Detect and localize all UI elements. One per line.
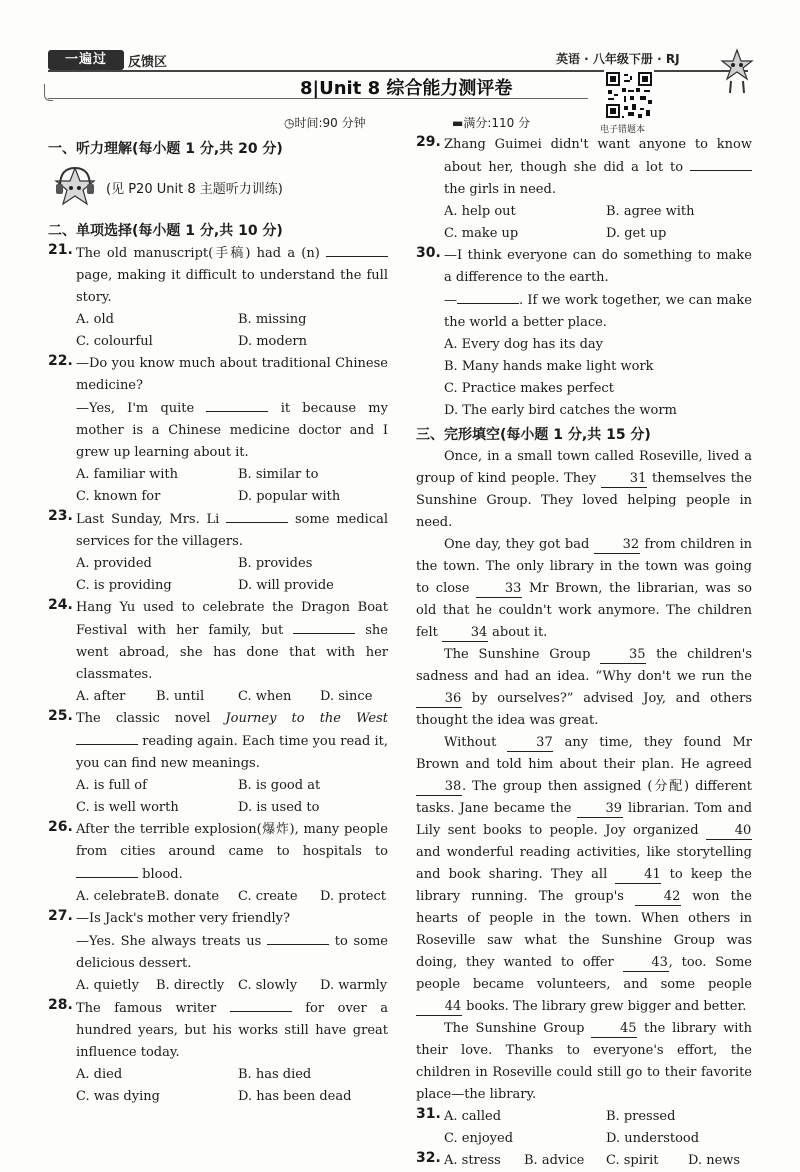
question-number: 29.: [416, 134, 441, 150]
question-22: 22. —Do you know much about traditional Chinese medicine? —Yes, I'm quite it because my mother is a Chinese medicine doctor and I grew up learning about it. A. familiar with B. similar to C. known for D. popular with: [48, 353, 388, 508]
option-b[interactable]: B. until: [156, 689, 205, 704]
cloze-blank-40[interactable]: 40: [706, 823, 752, 840]
option-c[interactable]: C. Practice makes perfect: [444, 381, 614, 396]
cloze-blank-41[interactable]: 41: [615, 867, 661, 884]
answer-blank[interactable]: [206, 397, 268, 412]
option-c[interactable]: C. make up: [444, 226, 519, 241]
cloze-blank-38[interactable]: 38: [416, 779, 462, 796]
page-title: 8|Unit 8 综合能力测评卷: [300, 78, 513, 99]
book-title: Journey to the West: [225, 711, 388, 726]
option-a[interactable]: A. old: [76, 312, 114, 327]
option-b[interactable]: B. advice: [524, 1153, 585, 1168]
answer-blank[interactable]: [230, 997, 292, 1012]
listening-note: [48, 160, 388, 218]
option-b[interactable]: B. missing: [238, 312, 307, 327]
cloze-blank-31[interactable]: 31: [601, 471, 647, 488]
option-d[interactable]: D. has been dead: [238, 1089, 352, 1104]
answer-blank[interactable]: [690, 156, 752, 171]
question-number: 21.: [48, 242, 73, 258]
option-b[interactable]: B. donate: [156, 889, 220, 904]
qr-caption: 电子错题本: [600, 125, 646, 135]
cloze-blank-35[interactable]: 35: [600, 647, 646, 664]
cloze-blank-32[interactable]: 32: [594, 537, 640, 554]
cloze-paragraph-1: Once, in a small town called Roseville, lived a group of kind people. They 31 themselves the Sunshine Group. They loved helping people in need.: [416, 449, 752, 530]
option-c[interactable]: C. colourful: [76, 334, 153, 349]
answer-blank[interactable]: [293, 619, 355, 634]
series-badge: 一遍过: [48, 50, 124, 70]
option-a[interactable]: A. died: [76, 1067, 123, 1082]
option-d[interactable]: D. understood: [606, 1131, 700, 1146]
option-b[interactable]: B. is good at: [238, 778, 321, 793]
option-c[interactable]: C. create: [238, 889, 298, 904]
qr-code-icon[interactable]: [604, 70, 654, 120]
question-number: 30.: [416, 245, 441, 261]
question-29: 29. Zhang Guimei didn't want anyone to know about her, though she did a lot to the girls in need. A. help out B. agree with C. make up D. get up: [416, 134, 752, 245]
option-a[interactable]: A. after: [76, 689, 126, 704]
option-d[interactable]: D. since: [320, 689, 373, 704]
option-d[interactable]: D. The early bird catches the worm: [444, 403, 677, 418]
option-a[interactable]: A. is full of: [76, 778, 147, 793]
option-c[interactable]: C. is well worth: [76, 800, 179, 815]
option-a[interactable]: A. help out: [444, 204, 516, 219]
option-d[interactable]: D. is used to: [238, 800, 320, 815]
cloze-blank-39[interactable]: 39: [577, 801, 623, 818]
option-b[interactable]: B. provides: [238, 556, 313, 571]
option-d[interactable]: D. protect: [320, 889, 387, 904]
option-b[interactable]: B. Many hands make light work: [444, 359, 654, 374]
answer-blank[interactable]: [226, 508, 288, 523]
option-a[interactable]: A. familiar with: [76, 467, 178, 482]
answer-blank[interactable]: [76, 730, 138, 745]
question-number: 25.: [48, 708, 73, 724]
cloze-paragraph-2: One day, they got bad 32 from children in the town. The only library in the town was going to close 33 Mr Brown, the librarian, was so old that he couldn't work anymore. The children felt 34 about it.: [416, 537, 752, 640]
feedback-area-label: 反馈区: [128, 55, 168, 70]
question-number: 27.: [48, 908, 73, 924]
question-number: 28.: [48, 997, 73, 1013]
section-heading-cloze: 三、完形填空(每小题 1 分,共 15 分): [416, 427, 651, 443]
cloze-paragraph-5: The Sunshine Group 45 the library with their love. Thanks to everyone's effort, the children in Roseville could still go to their favorite place—the library.: [416, 1021, 752, 1102]
question-number: 22.: [48, 353, 73, 369]
cloze-blank-42[interactable]: 42: [635, 889, 681, 906]
option-c[interactable]: C. spirit: [606, 1153, 659, 1168]
clock-icon: ◷: [284, 116, 295, 130]
option-b[interactable]: B. pressed: [606, 1109, 676, 1124]
option-b[interactable]: B. has died: [238, 1067, 312, 1082]
question-24: 24. Hang Yu used to celebrate the Dragon Boat Festival with her family, but she went abroad, she has done that with her classmates. A. after B. until C. when D. since: [48, 597, 388, 708]
question-number: 23.: [48, 508, 73, 524]
option-c[interactable]: C. was dying: [76, 1089, 160, 1104]
cloze-blank-33[interactable]: 33: [476, 581, 522, 598]
option-a[interactable]: A. provided: [76, 556, 152, 571]
cloze-blank-44[interactable]: 44: [416, 999, 462, 1016]
left-column: [48, 136, 388, 1108]
option-c[interactable]: C. is providing: [76, 578, 172, 593]
answer-blank[interactable]: [457, 289, 519, 304]
question-21: 21. The old manuscript(手稿) had a (n) page, making it difficult to understand the full story. A. old B. missing C. colourful D. modern: [48, 242, 388, 353]
option-d[interactable]: D. modern: [238, 334, 307, 349]
question-28: 28. The famous writer for over a hundred years, but his works still have great influence today. A. died B. has died C. was dying D. has been dead: [48, 997, 388, 1108]
score-icon: ▬: [452, 116, 464, 130]
subject-label: 英语 · 八年级下册 · RJ: [556, 52, 680, 66]
section-heading-listening: 一、听力理解(每小题 1 分,共 20 分): [48, 141, 283, 157]
question-number: 32.: [416, 1150, 441, 1166]
answer-blank[interactable]: [76, 863, 138, 878]
answer-blank[interactable]: [267, 930, 329, 945]
option-c[interactable]: C. known for: [76, 489, 161, 504]
question-23: 23. Last Sunday, Mrs. Li some medical services for the villagers. A. provided B. provides C. is providing D. will provide: [48, 508, 388, 597]
full-score: ▬满分:110 分: [452, 116, 531, 130]
option-a[interactable]: A. Every dog has its day: [444, 337, 604, 352]
cloze-paragraph-4: Without 37 any time, they found Mr Brown and told him about their plan. He agreed 38. The group then assigned (分配) different tasks. Jane became the 39 librarian. Tom and Lily sent books to people. Joy organized 40 and wonderful reading activities, like storytelling and book sharing. They all 41 to keep the library running. The group's 42 won the hearts of people in the town. When others in Roseville saw what the Sunshine Group was doing, they wanted to offer 43, too. Some people became volunteers, and some people 44 books. The library grew bigger and better.: [416, 735, 753, 1014]
headphone-star-icon: [50, 162, 100, 212]
star-mascot-icon: [720, 48, 754, 96]
option-c[interactable]: C. enjoyed: [444, 1131, 514, 1146]
cloze-blank-37[interactable]: 37: [507, 735, 553, 752]
question-30: 30. —I think everyone can do something to make a difference to the earth. — . If we work together, we can make the world a better place. A. Every dog has its day B. Many hands make light work C. Practice makes perfect D. The early bird catches the worm: [416, 245, 752, 422]
question-number: 24.: [48, 597, 73, 613]
question-number: 26.: [48, 819, 73, 835]
cloze-blank-34[interactable]: 34: [442, 625, 488, 642]
option-a[interactable]: A. celebrate: [76, 889, 156, 904]
option-c[interactable]: C. slowly: [238, 978, 298, 993]
cloze-blank-36[interactable]: 36: [416, 691, 462, 708]
listening-reference: (见 P20 Unit 8 主题听力训练): [106, 182, 283, 197]
option-d[interactable]: D. warmly: [320, 978, 388, 993]
option-d[interactable]: D. news: [688, 1153, 741, 1168]
option-a[interactable]: A. quietly: [76, 978, 139, 993]
option-b[interactable]: B. agree with: [606, 204, 695, 219]
option-c[interactable]: C. when: [238, 689, 292, 704]
option-b[interactable]: B. similar to: [238, 467, 319, 482]
time-limit: ◷时间:90 分钟: [284, 116, 366, 130]
option-d[interactable]: D. popular with: [238, 489, 341, 504]
answer-blank[interactable]: [326, 242, 388, 257]
option-a[interactable]: A. called: [444, 1109, 502, 1124]
question-number: 31.: [416, 1106, 441, 1122]
cloze-blank-43[interactable]: 43: [623, 955, 669, 972]
section-heading-single-choice: 二、单项选择(每小题 1 分,共 10 分): [48, 223, 283, 239]
answer-options-31: [416, 1106, 752, 1150]
cloze-blank-45[interactable]: 45: [591, 1021, 637, 1038]
question-27: 27. —Is Jack's mother very friendly? —Yes. She always treats us to some delicious dessert. A. quietly B. directly C. slowly D. warmly: [48, 908, 388, 997]
right-column: [416, 134, 752, 1172]
answer-options-32: [416, 1150, 752, 1172]
cloze-paragraph-3: The Sunshine Group 35 the children's sadness and had an idea. “Why don't we run the 36 by ourselves?” advised Joy, and others thought the idea was great.: [416, 647, 753, 728]
question-26: 26. After the terrible explosion(爆炸), many people from cities around came to hospitals to blood. A. celebrate B. donate C. create D. protect: [48, 819, 388, 908]
option-d[interactable]: D. get up: [606, 226, 667, 241]
option-b[interactable]: B. directly: [156, 978, 225, 993]
option-a[interactable]: A. stress: [444, 1153, 501, 1168]
option-d[interactable]: D. will provide: [238, 578, 334, 593]
question-25: 25. The classic novel Journey to the West reading again. Each time you read it, you can find new meanings. A. is full of B. is good at C. is well worth D. is used to: [48, 708, 388, 819]
